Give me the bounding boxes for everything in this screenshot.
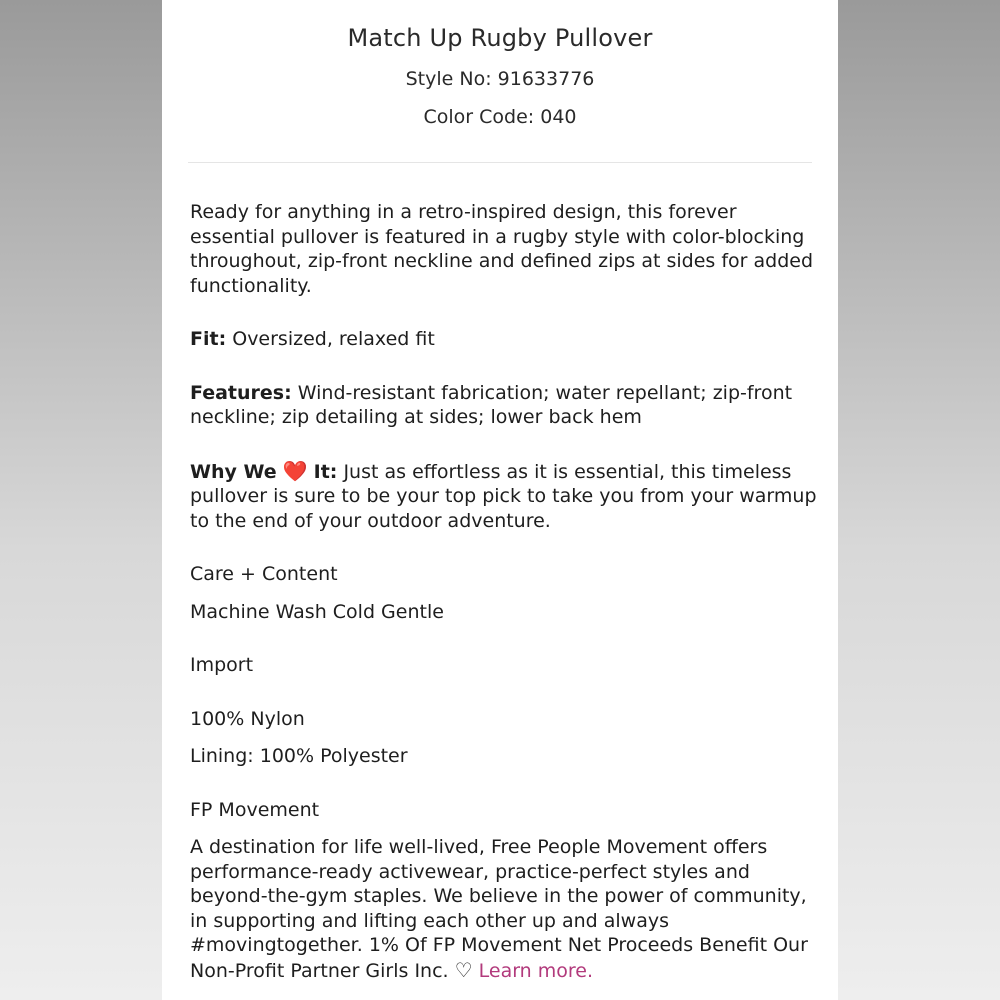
fit-value: Oversized, relaxed fit [232, 328, 435, 350]
brand-body: A destination for life well-lived, Free People Movement offers performance-ready activewear, practice-perfect styles and beyond-the-gym staples. We believe in the power of community, in supporting and lifting each other up and always #movingtogether. 1% Of FP Movement Net Proceeds Benefit Our Non-Profit Partner Girls Inc. [190, 836, 808, 982]
right-blur-border [838, 0, 1000, 1000]
features-value: Wind-resistant fabrication; water repellant; zip-front neckline; zip detailing at sides; lower back hem [190, 381, 793, 428]
heart-icon: ❤️ [282, 458, 308, 483]
product-title: Match Up Rugby Pullover [347, 24, 653, 52]
care-heading: Care + Content [190, 563, 338, 585]
heart-outline-icon: ♡ [454, 957, 473, 982]
care-origin: Import [190, 654, 254, 676]
header-divider [188, 162, 812, 163]
product-detail-card [162, 0, 838, 1000]
why-we-love-it-line [190, 459, 820, 534]
color-code: Color Code: 040 [423, 106, 577, 128]
fit-label: Fit: [190, 328, 227, 350]
features-label: Features: [190, 381, 292, 404]
why-label-end: It: [313, 460, 338, 483]
learn-more-link[interactable]: Learn more. [478, 959, 594, 982]
care-material: 100% Nylon [190, 707, 305, 730]
why-value: Just as effortless as it is essential, this timeless pullover is sure to be your top pick to take you from your warmup to the end of your outdoor adventure. [190, 460, 817, 532]
product-description: Ready for anything in a retro-inspired design, this forever essential pullover is featured in a rugby style with color-blocking throughout, zip-front neckline and defined zips at sides for added functionality. [190, 201, 814, 297]
features-line [190, 381, 820, 430]
product-description-section [190, 200, 820, 983]
why-label-start: Why We [190, 460, 277, 483]
fit-line [190, 327, 820, 352]
left-blur-border [0, 0, 162, 1000]
brand-body-line [190, 835, 820, 983]
brand-heading: FP Movement [190, 798, 320, 821]
care-lining: Lining: 100% Polyester [190, 745, 408, 767]
style-number: Style No: 91633776 [405, 68, 595, 90]
care-wash: Machine Wash Cold Gentle [190, 600, 444, 623]
